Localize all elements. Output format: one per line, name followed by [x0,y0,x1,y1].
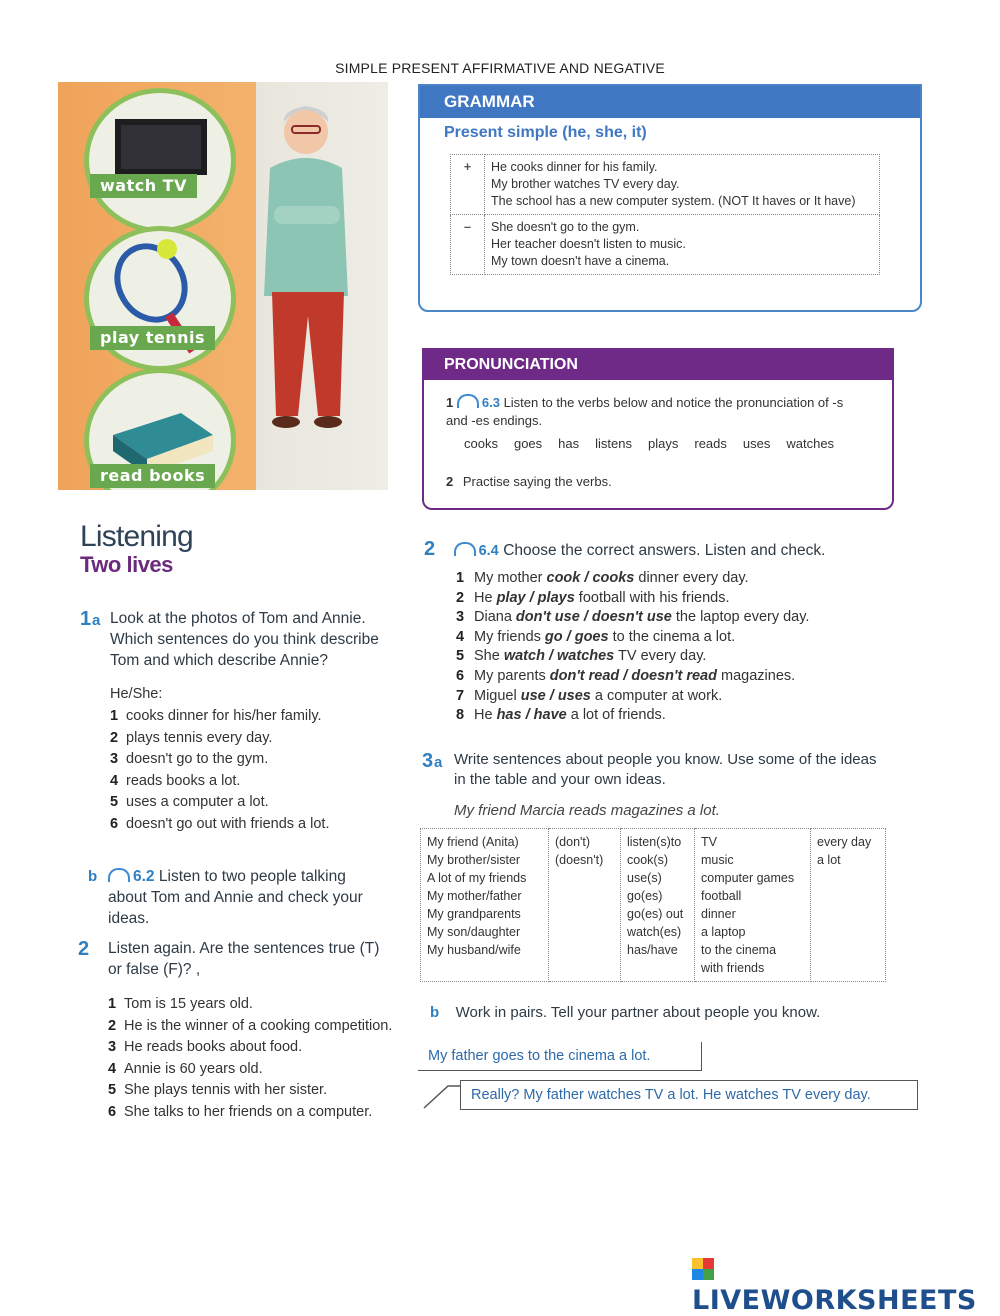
list-item: 6 She talks to her friends on a computer. [108,1103,373,1120]
listening-title: Listening [80,520,193,553]
ex2-list [456,569,896,726]
list-item: 6 doesn't go out with friends a lot. [110,815,330,832]
table-cell: My friend (Anita) My brother/sister A lot of my friends My mother/father My grandparents My son/daughter My husband/wife [421,829,549,982]
answer-choice[interactable]: use / uses [520,687,591,704]
answer-choice[interactable]: go / goes [544,628,609,645]
table-row [451,155,880,215]
list-item: 5 uses a computer a lot. [110,794,269,811]
list-item: 5 She watch / watches TV every day. [456,648,707,665]
grammar-sign-plus: + [451,155,485,215]
ex1a-list [110,706,329,836]
photo-label-read-books: read books [90,464,215,488]
list-item: 2 plays tennis every day. [110,729,273,746]
ex1a-number: 1 [80,608,92,630]
list-item: 4 reads books a lot. [110,772,241,789]
pronunciation-item-2 [446,474,612,489]
verb: cooks [464,436,498,451]
ex1a-letter: a [92,612,101,629]
ex1a-lead: He/She: [110,686,163,702]
grammar-box [418,84,922,312]
grammar-header: GRAMMAR [420,86,920,118]
table-cell: TV music computer games football dinner a laptop to the cinema with friends [695,829,811,982]
grammar-line: My town doesn't have a cinema. [491,254,670,268]
woman-figure [248,96,368,446]
list-item: 2 He play / plays football with his friends. [456,589,730,606]
verb: goes [513,436,543,451]
grammar-line: Her teacher doesn't listen to music. [491,237,686,251]
answer-choice[interactable]: don't read / doesn't read [549,667,717,684]
ex3-letter: a [434,754,443,771]
list-item: 3 doesn't go to the gym. [110,751,269,768]
grammar-subtitle: Present simple (he, she, it) [444,124,647,141]
table-cell: (don't) (doesn't) [549,829,621,982]
pron-2-text: Practise saying the verbs. [462,474,612,489]
speech-bubble-1: My father goes to the cinema a lot. [418,1042,702,1071]
table-row [421,829,886,982]
verb: uses [742,436,771,451]
list-item: 5 She plays tennis with her sister. [108,1082,328,1099]
list-item: 4 Annie is 60 years old. [108,1060,263,1077]
list-item: 4 My friends go / goes to the cinema a lot. [456,628,736,645]
ex3-number: 3 [422,750,434,772]
ex1a-instruction: Look at the photos of Tom and Annie. Which sentences do you think describe Tom and which describe Annie? [110,610,379,669]
tv-circle [84,88,236,233]
table-cell: every day a lot [811,829,886,982]
grammar-table [450,154,880,275]
pron-2-number: 2 [446,474,454,489]
page-title: SIMPLE PRESENT AFFIRMATIVE AND NEGATIVE [335,60,665,76]
audio-icon[interactable] [108,868,130,882]
logo-icon [692,1258,714,1280]
photo-label-play-tennis: play tennis [90,326,215,350]
grammar-sign-minus: – [451,215,485,275]
pron-1-track: 6.3 [481,395,500,410]
exercise-1b [88,866,388,929]
grammar-line: She doesn't go to the gym. [491,220,640,234]
audio-icon[interactable] [457,394,479,408]
exercise-1a [80,608,398,671]
verb: has [558,436,580,451]
list-item: 1 cooks dinner for his/her family. [110,708,322,724]
ex2-left-instruction: Listen again. Are the sentences true (T) or false (F)? , [108,940,380,978]
liveworksheets-logo: LIVEWORKSHEETS [692,1254,1000,1316]
ex3-instruction: Write sentences about people you know. Use some of the ideas in the table and your own ideas. [454,751,877,788]
exercise-3a [422,750,882,790]
list-item: 1 My mother cook / cooks dinner every day. [456,570,749,586]
ex2-instruction: Choose the correct answers. Listen and check. [503,542,826,559]
exercise-2-right [424,538,904,561]
answer-choice[interactable]: has / have [496,707,567,724]
ex2-track: 6.4 [478,543,499,559]
pronunciation-box [422,348,894,510]
answer-choice[interactable]: play / plays [496,589,575,606]
exercise-3b [430,1002,870,1023]
pron-1-number: 1 [446,395,454,410]
verb: watches [786,436,835,451]
answer-choice[interactable]: watch / watches [503,648,615,665]
list-item: 7 Miguel use / uses a computer at work. [456,687,723,704]
grammar-line: He cooks dinner for his family. [491,160,658,174]
ex3-example: My friend Marcia reads magazines a lot. [454,802,720,819]
tv-icon [89,93,231,228]
audio-icon[interactable] [454,542,476,556]
ex2-left-list [108,994,408,1124]
speech-bubble-2: Really? My father watches TV a lot. He watches TV every day. [460,1080,918,1110]
ex2-number: 2 [424,538,436,560]
list-item: 6 My parents don't read / doesn't read magazines. [456,667,796,684]
table-cell: listen(s)to cook(s) use(s) go(es) go(es) out watch(es) has/have [621,829,695,982]
list-item: 2 He is the winner of a cooking competition. [108,1017,393,1034]
ex2-left-number: 2 [78,938,90,960]
list-item: 8 He has / have a lot of friends. [456,707,666,724]
photo-label-watch-tv: watch TV [90,174,197,198]
ex1b-instruction: Listen to two people talking about Tom and Annie and check your ideas. [108,868,363,927]
ex1b-letter: b [88,868,98,885]
ideas-table [420,828,886,982]
pronunciation-header: PRONUNCIATION [424,350,892,380]
pron-1-text: Listen to the verbs below and notice the pronunciation of -s and -es endings. [446,395,844,428]
verb: plays [648,436,679,451]
table-row [451,215,880,275]
listening-subtitle: Two lives [80,552,173,577]
list-item: 3 He reads books about food. [108,1039,303,1056]
ex3b-instruction: Work in pairs. Tell your partner about people you know. [455,1004,821,1021]
verb-list [464,436,850,451]
pronunciation-item-1 [446,394,866,430]
list-item: 1 Tom is 15 years old. [108,996,253,1012]
ex3b-letter: b [430,1004,440,1021]
grammar-line: The school has a new computer system. (NOT It haves or It have) [491,194,856,208]
ex1b-track: 6.2 [133,868,155,885]
list-item: 3 Diana don't use / doesn't use the laptop every day. [456,609,810,626]
photo-panel [58,82,388,490]
verb: reads [694,436,727,451]
answer-choice[interactable]: cook / cooks [546,570,635,586]
answer-choice[interactable]: don't use / doesn't use [515,609,672,626]
grammar-line: My brother watches TV every day. [491,177,680,191]
exercise-2-left [78,938,388,980]
verb: listens [595,436,632,451]
